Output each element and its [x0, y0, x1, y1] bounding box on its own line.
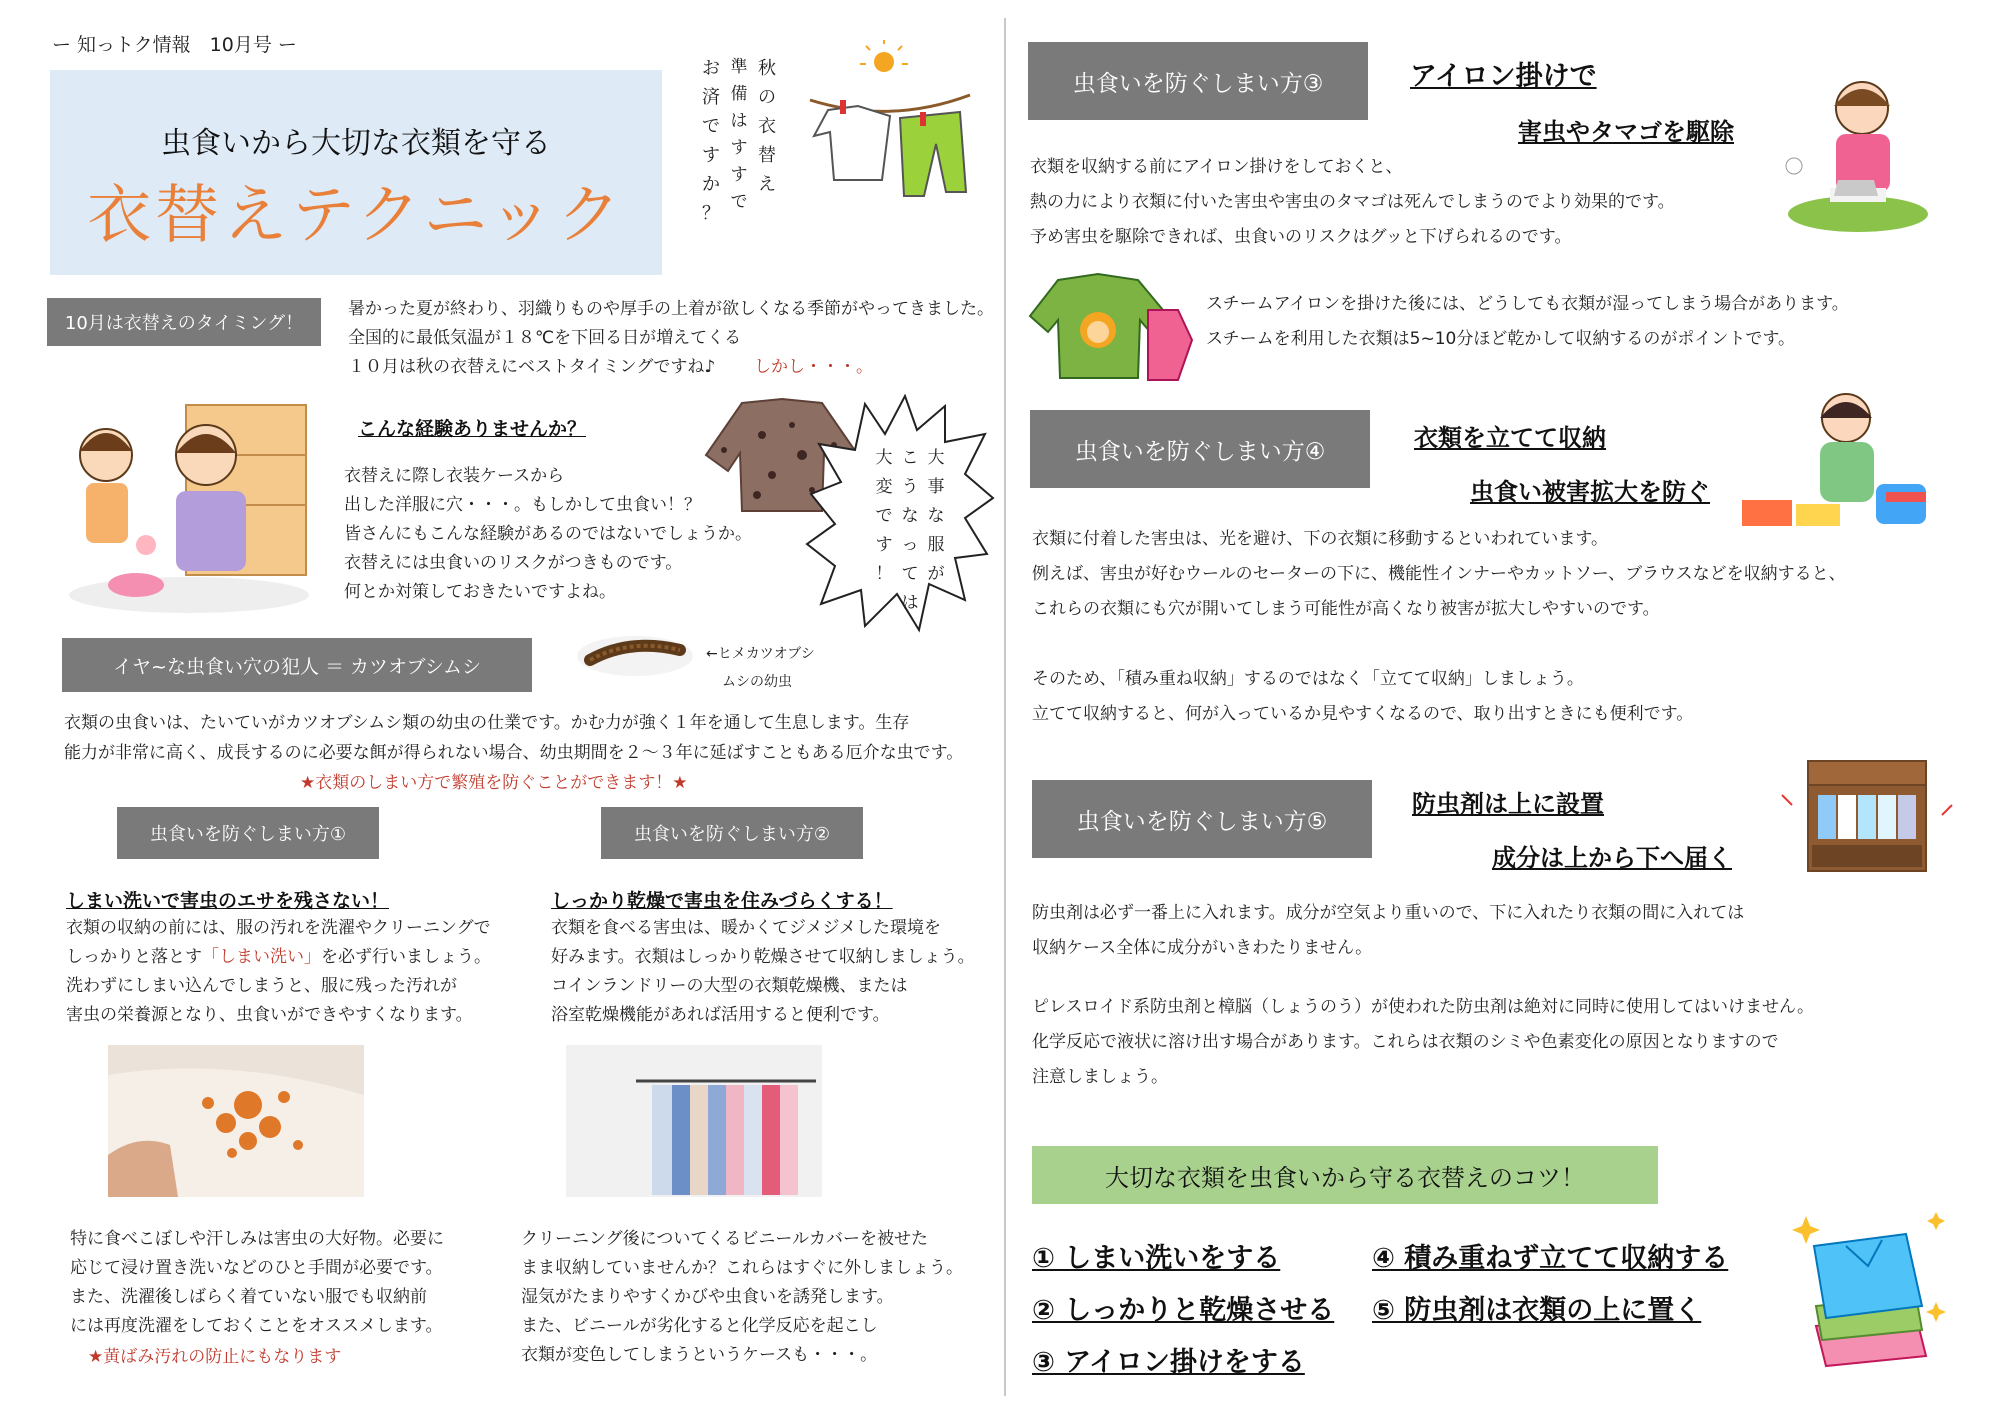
- method4-title2: 虫食い被害拡大を防ぐ: [1470, 478, 1710, 506]
- bubble-col-2: こ う な っ て は: [901, 448, 919, 613]
- experience-body: 衣替えに際し衣装ケースから 出した洋服に穴・・・。もしかして虫食い！？ 皆さんにもこんな経験があるのではないでしょうか。 衣替えには虫食いのリスクがつきものです。 何とか対策しておきたいですよね。: [344, 466, 752, 602]
- vertical-col-3: お 済 で す か ？: [702, 58, 720, 224]
- method5-heading: 虫食いを防ぐしまい方⑤: [1032, 780, 1372, 858]
- method4-body2: そのため、「積み重ね収納」するのではなく「立てて収納」しましょう。 立てて収納すると、何が入っているか見やすくなるので、取り出すときにも便利です。: [1032, 669, 1694, 724]
- culprit-body: 衣類の虫食いは、たいていがカツオブシムシ類の幼虫の仕業です。かむ力が強く１年を通して生息します。生存 能力が非常に高く、成長するのに必要な餌が得られない場合、幼虫期間を２～３年に延ばすこともある厄介な虫です。: [64, 713, 964, 763]
- ironing-woman-illustration: [1778, 76, 1928, 236]
- method2-lower: クリーニング後についてくるビニールカバーを被せた まま収納していませんか？これらはすぐに外しましょう。 湿気がたまりやすくかびや虫食いを誘発します。 また、ビニールが劣化すると化学反応を起こし 衣類が変色してしまうというケースも・・・。: [521, 1229, 963, 1365]
- tip-item-4: ④ 積み重ねず立てて収納する: [1372, 1243, 1729, 1274]
- larva-photo: [570, 628, 700, 684]
- method3-steam: スチームアイロンを掛けた後には、どうしても衣類が湿ってしまう場合があります。 スチームを利用した衣類は5~10分ほど乾かして収納するのがポイントです。: [1206, 294, 1849, 349]
- experience-heading: こんな経験ありませんか？: [358, 418, 587, 440]
- method4-body: 衣類に付着した害虫は、光を避け、下の衣類に移動するといわれています。 例えば、害虫が好むウールのセーターの下に、機能性インナーやカットソー、ブラウスなどを収納すると、 これらの衣類にも穴が開いてしまう可能性が高くなり被害が拡大しやすいのです。: [1032, 529, 1846, 619]
- folded-clothes-stack-illustration: [1786, 1206, 1950, 1370]
- timing-heading: 10月は衣替えのタイミング！: [47, 298, 321, 346]
- tips-heading: 大切な衣類を虫食いから守る衣替えのコツ！: [1032, 1146, 1658, 1204]
- culprit-heading: イヤ~な虫食い穴の犯人 ＝ カツオブシムシ: [62, 638, 532, 692]
- children-illustration: [66, 395, 312, 615]
- tip-item-2: ② しっかりと乾燥させる: [1032, 1295, 1335, 1326]
- title-sub: 虫食いから大切な衣類を守る: [161, 126, 551, 161]
- sweater-illustration: [1028, 270, 1196, 386]
- however-text: しかし・・・。: [754, 357, 873, 377]
- issue-label: ー 知っトク情報 10月号 ー: [52, 34, 297, 56]
- method1-heading: 虫食いを防ぐしまい方①: [117, 807, 379, 859]
- method3-title1: アイロン掛けで: [1410, 61, 1597, 92]
- title-box: [50, 70, 662, 275]
- method1-lower: 特に食べこぼしや汗しみは害虫の大好物。必要に 応じて浸け置き洗いなどのひと手間が必要です。 また、洗濯後しばらく着ていない服でも収納前 には再度洗濯をしておくことをオススメします。: [70, 1229, 444, 1336]
- stained-shirt-photo: [108, 1045, 364, 1197]
- laundry-illustration: [800, 40, 980, 210]
- dry-cleaning-rack-photo: [566, 1045, 822, 1197]
- method3-title2: 害虫やタマゴを駆除: [1518, 118, 1734, 146]
- method3-body: 衣類を収納する前にアイロン掛けをしておくと、 熱の力により衣類に付いた害虫や害虫のタマゴは死んでしまうのでより効果的です。 予め害虫を駆除できれば、虫食いのリスクはグッと下げられるのです。: [1030, 157, 1675, 247]
- method3-heading: 虫食いを防ぐしまい方③: [1028, 42, 1368, 120]
- title-main: 衣替えテクニック: [87, 179, 625, 253]
- vertical-col-2: 準 備 は す す で: [730, 57, 748, 212]
- timing-body: 暑かった夏が終わり、羽織りものや厚手の上着が欲しくなる季節がやってきました。 全国的に最低気温が１８℃を下回る日が増えてくる １０月は秋の衣替えにベストタイミングですね♪ しかし・・・。: [348, 295, 994, 382]
- bubble-col-1: 大 事 な 服 が: [927, 448, 945, 584]
- method5-title2: 成分は上から下へ届く: [1492, 844, 1732, 872]
- method2-subheading: しっかり乾燥で害虫を住みづらくする！: [551, 890, 893, 912]
- tip-item-1: ① しまい洗いをする: [1032, 1243, 1281, 1274]
- method4-title1: 衣類を立てて収納: [1414, 424, 1606, 452]
- tip-item-5: ⑤ 防虫剤は衣類の上に置く: [1372, 1295, 1702, 1326]
- tip-item-3: ③ アイロン掛けをする: [1032, 1347, 1305, 1378]
- method5-title1: 防虫剤は上に設置: [1412, 790, 1604, 818]
- page-divider: [1004, 18, 1006, 1396]
- vertical-col-1: 秋 の 衣 替 え: [758, 58, 776, 195]
- method5-body2: ピレスロイド系防虫剤と樟脳（しょうのう）が使われた防虫剤は絶対に同時に使用してはいけません。 化学反応で液状に溶け出す場合があります。これらは衣類のシミや色素変化の原因となりますので 注意しましょう。: [1032, 997, 1814, 1087]
- bubble-col-3: 大 変 で す ！: [875, 448, 893, 584]
- larva-caption: ←ヒメカツオブシ ムシの幼虫: [706, 646, 815, 690]
- drawer-with-repellent-illustration: [1772, 755, 1958, 887]
- method5-body: 防虫剤は必ず一番上に入れます。成分が空気より重いので、下に入れたり衣類の間に入れては 収納ケース全体に成分がいきわたりません。: [1032, 903, 1745, 958]
- culprit-note: ★衣類のしまい方で繁殖を防ぐことができます！★: [300, 773, 688, 793]
- method1-note: ★黄ばみ汚れの防止にもなります: [88, 1347, 342, 1367]
- method2-body: 衣類を食べる害虫は、暖かくてジメジメした環境を 好みます。衣類はしっかり乾燥させて収納しましょう。 コインランドリーの大型の衣類乾燥機、または 浴室乾燥機能があれば活用すると便利です。: [551, 918, 975, 1025]
- method4-heading: 虫食いを防ぐしまい方④: [1030, 410, 1370, 488]
- method1-body: 衣類の収納の前には、服の汚れを洗濯やクリーニングで しっかりと落とす「しまい洗い」を必ず行いましょう。 洗わずにしまい込んでしまうと、服に残った汚れが 害虫の栄養源となり、虫食いができやすくなります。: [66, 918, 491, 1025]
- method1-subheading: しまい洗いで害虫のエサを残さない！: [66, 890, 390, 912]
- method2-heading: 虫食いを防ぐしまい方②: [601, 807, 863, 859]
- folding-woman-illustration: [1736, 388, 1936, 538]
